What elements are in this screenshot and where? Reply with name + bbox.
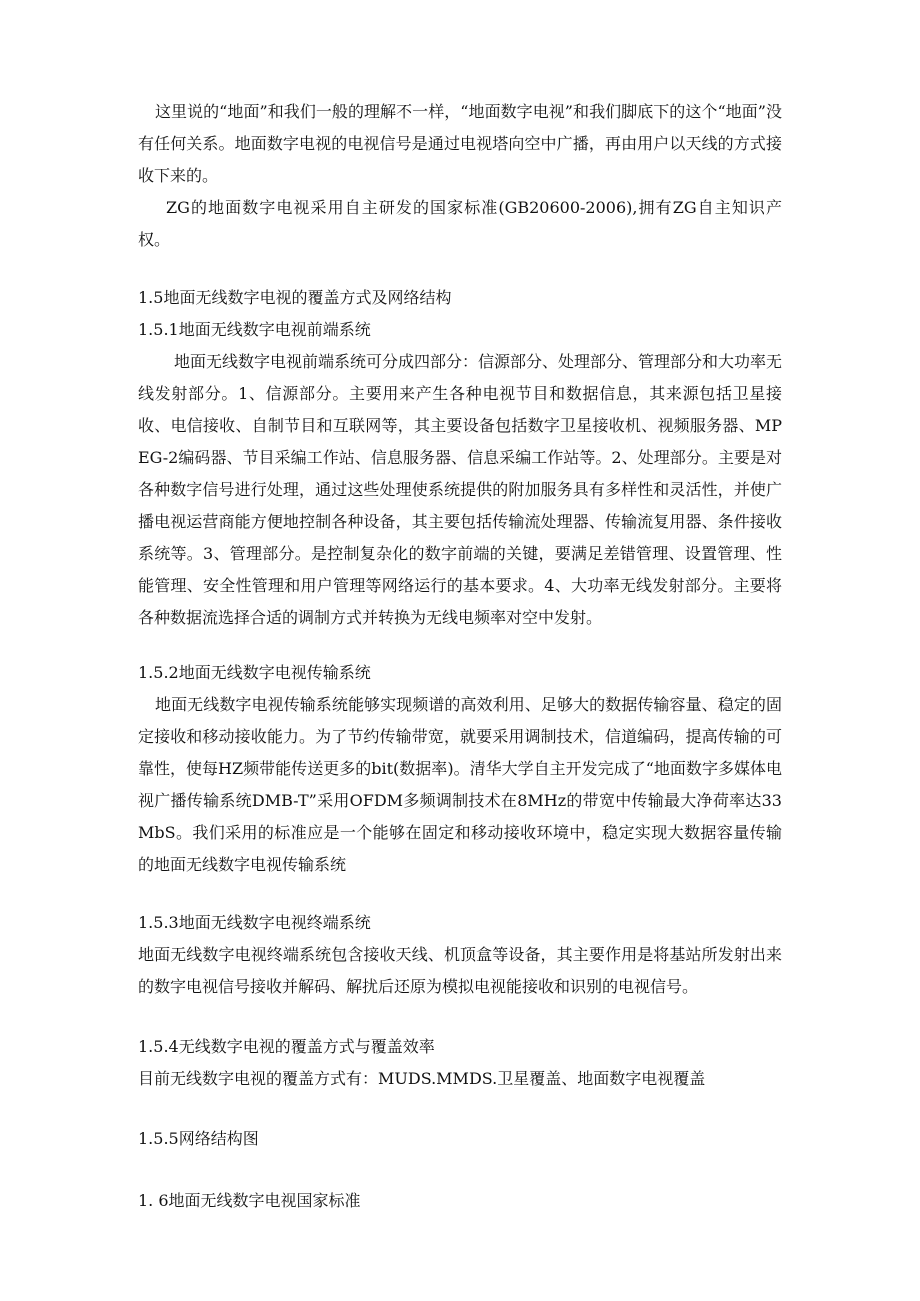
section-1-5-3-heading: 1.5.3地面无线数字电视终端系统 [138, 913, 371, 932]
section-1-5-4-body: 目前无线数字电视的覆盖方式有：MUDS.MMDS.卫星覆盖、地面数字电视覆盖 [138, 1069, 706, 1088]
section-1-5-heading: 1.5地面无线数字电视的覆盖方式及网络结构 [138, 288, 452, 307]
intro-paragraph-1: 这里说的“地面”和我们一般的理解不一样，“地面数字电视”和我们脚底下的这个“地面”没有任何关系。地面数字电视的电视信号是通过电视塔向空中广播，再由用户以天线的方式接收下来的。 [138, 102, 782, 185]
intro-paragraph-2: ZG的地面数字电视采用自主研发的国家标准(GB20600-2006),拥有ZG自主知识产权。 [138, 198, 782, 249]
section-1-5-1-body: 地面无线数字电视前端系统可分成四部分：信源部分、处理部分、管理部分和大功率无线发射部分。1、信源部分。主要用来产生各种电视节目和数据信息，其来源包括卫星接收、电信接收、自制节目和互联网等，其主要设备包括数字卫星接收机、视频服务器、MPEG-2编码器、节目采编工作站、信息服务器、信息采编工作站等。2、处理部分。主要是对各种数字信号进行处理，通过这些处理使系统提供的附加服务具有多样性和灵活性，并使广播电视运营商能方便地控制各种设备，其主要包括传输流处理器、传输流复用器、条件接收系统等。3、管理部分。是控制复杂化的数字前端的关键，要满足差错管理、设置管理、性能管理、安全性管理和用户管理等网络运行的基本要求。4、大功率无线发射部分。主要将各种数据流选择合适的调制方式并转换为无线电频率对空中发射。 [138, 352, 783, 627]
spacer [138, 1003, 782, 1031]
spacer [138, 1095, 782, 1123]
section-1-5-2-heading: 1.5.2地面无线数字电视传输系统 [138, 663, 371, 682]
section-1-5-3-body: 地面无线数字电视终端系统包含接收天线、机顶盒等设备，其主要作用是将基站所发射出来的数字电视信号接收并解码、解扰后还原为模拟电视能接收和识别的电视信号。 [138, 945, 782, 996]
section-1-6-heading: 1. 6地面无线数字电视国家标准 [138, 1191, 361, 1210]
spacer [138, 881, 782, 907]
section-1-5-2-body: 地面无线数字电视传输系统能够实现频谱的高效利用、足够大的数据传输容量、稳定的固定接收和移动接收能力。为了节约传输带宽，就要采用调制技术，信道编码，提高传输的可靠性，使每HZ频带能传送更多的bit(数据率)。清华大学自主开发完成了“地面数字多媒体电视广播传输系统DMB-T”采用OFDM多频调制技术在8MHz的带宽中传输最大净荷率达33MbS。我们采用的标准应是一个能够在固定和移动接收环境中，稳定实现大数据容量传输的地面无线数字电视传输系统 [138, 695, 782, 874]
spacer [138, 256, 782, 282]
spacer [138, 634, 782, 657]
document-page [138, 96, 782, 1217]
section-1-5-4-heading: 1.5.4无线数字电视的覆盖方式与覆盖效率 [138, 1037, 435, 1056]
section-1-5-1-heading: 1.5.1地面无线数字电视前端系统 [138, 320, 371, 339]
section-1-5-5-heading: 1.5.5网络结构图 [138, 1129, 259, 1148]
spacer [138, 1155, 782, 1185]
